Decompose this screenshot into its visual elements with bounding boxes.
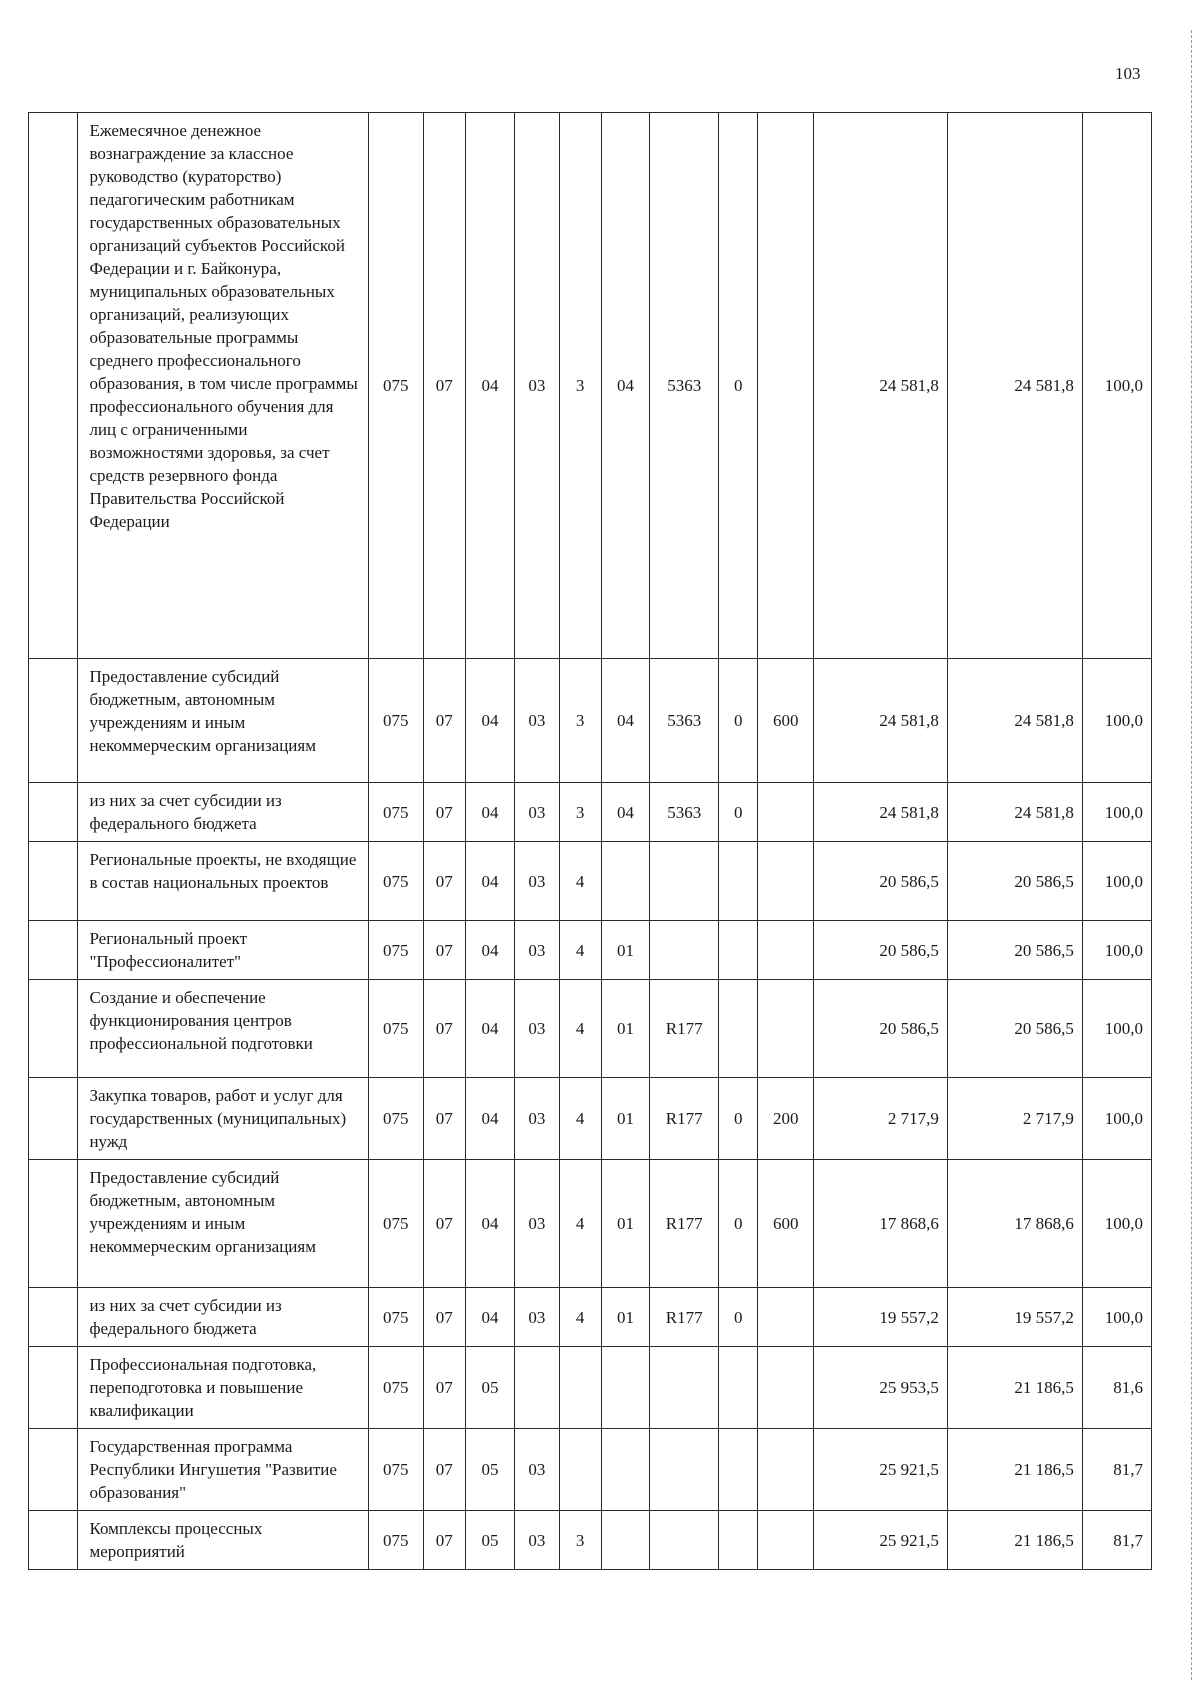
amount-executed: 24 581,8 [947, 113, 1082, 659]
code-expense-type [758, 1288, 814, 1347]
code-program: 03 [515, 842, 559, 921]
table-row [29, 113, 1152, 659]
code-program: 03 [515, 1288, 559, 1347]
row-name: из них за счет субсидии из федерального бюджета [78, 1288, 369, 1347]
code-subprogram: 01 [601, 1160, 649, 1288]
code-type: 4 [559, 1288, 601, 1347]
amount-planned: 24 581,8 [814, 783, 948, 842]
execution-percent: 100,0 [1082, 783, 1151, 842]
row-index-cell [29, 1511, 78, 1570]
row-name: Предоставление субсидий бюджетным, автономным учреждениям и иным некоммерческим организациям [78, 1160, 369, 1288]
row-name: Региональные проекты, не входящие в состав национальных проектов [78, 842, 369, 921]
code-type: 3 [559, 1511, 601, 1570]
code-subprogram: 04 [601, 659, 649, 783]
table-row [29, 842, 1152, 921]
code-expense-type [758, 980, 814, 1078]
code-program: 03 [515, 659, 559, 783]
code-admin: 075 [368, 1429, 423, 1511]
code-expense-type [758, 921, 814, 980]
code-type [559, 1429, 601, 1511]
code-admin: 075 [368, 921, 423, 980]
code-section: 07 [423, 842, 465, 921]
amount-planned: 20 586,5 [814, 921, 948, 980]
amount-planned: 25 953,5 [814, 1347, 948, 1429]
code-section: 07 [423, 113, 465, 659]
table-body [29, 113, 1152, 1570]
amount-executed: 20 586,5 [947, 921, 1082, 980]
row-name: Закупка товаров, работ и услуг для государственных (муниципальных) нужд [78, 1078, 369, 1160]
code-section: 07 [423, 1429, 465, 1511]
code-expense-type [758, 113, 814, 659]
table-row [29, 1429, 1152, 1511]
code-admin: 075 [368, 1347, 423, 1429]
amount-executed: 2 717,9 [947, 1078, 1082, 1160]
table-row [29, 921, 1152, 980]
execution-percent: 100,0 [1082, 113, 1151, 659]
code-expense-type [758, 1347, 814, 1429]
code-subprogram [601, 1511, 649, 1570]
row-index-cell [29, 659, 78, 783]
code-admin: 075 [368, 842, 423, 921]
amount-executed: 19 557,2 [947, 1288, 1082, 1347]
code-direction: 5363 [650, 783, 719, 842]
code-section: 07 [423, 980, 465, 1078]
row-index-cell [29, 783, 78, 842]
amount-executed: 17 868,6 [947, 1160, 1082, 1288]
execution-percent: 100,0 [1082, 659, 1151, 783]
code-admin: 075 [368, 783, 423, 842]
code-program: 03 [515, 980, 559, 1078]
code-residual: 0 [719, 1078, 758, 1160]
code-admin: 075 [368, 1078, 423, 1160]
code-type: 3 [559, 783, 601, 842]
code-subsection: 04 [465, 980, 514, 1078]
code-subsection: 05 [465, 1511, 514, 1570]
row-name: Создание и обеспечение функционирования центров профессиональной подготовки [78, 980, 369, 1078]
code-subprogram: 01 [601, 921, 649, 980]
code-expense-type [758, 842, 814, 921]
code-direction: R177 [650, 1160, 719, 1288]
code-type: 4 [559, 842, 601, 921]
amount-planned: 19 557,2 [814, 1288, 948, 1347]
code-subprogram [601, 1347, 649, 1429]
execution-percent: 81,7 [1082, 1429, 1151, 1511]
code-subprogram: 04 [601, 113, 649, 659]
code-subprogram: 01 [601, 1078, 649, 1160]
code-residual [719, 1347, 758, 1429]
execution-percent: 100,0 [1082, 980, 1151, 1078]
code-subsection: 04 [465, 842, 514, 921]
code-direction: R177 [650, 980, 719, 1078]
amount-executed: 20 586,5 [947, 842, 1082, 921]
page-number: 103 [1115, 64, 1141, 83]
amount-executed: 20 586,5 [947, 980, 1082, 1078]
code-direction [650, 921, 719, 980]
code-program: 03 [515, 1429, 559, 1511]
code-admin: 075 [368, 980, 423, 1078]
row-name: Региональный проект "Профессионалитет" [78, 921, 369, 980]
code-admin: 075 [368, 1160, 423, 1288]
execution-percent: 81,7 [1082, 1511, 1151, 1570]
code-section: 07 [423, 921, 465, 980]
amount-executed: 24 581,8 [947, 659, 1082, 783]
code-residual [719, 1429, 758, 1511]
code-subsection: 04 [465, 1160, 514, 1288]
row-index-cell [29, 113, 78, 659]
amount-planned: 20 586,5 [814, 980, 948, 1078]
execution-percent: 81,6 [1082, 1347, 1151, 1429]
code-type: 4 [559, 921, 601, 980]
amount-planned: 2 717,9 [814, 1078, 948, 1160]
code-type: 3 [559, 659, 601, 783]
row-index-cell [29, 980, 78, 1078]
code-program: 03 [515, 783, 559, 842]
row-name: Профессиональная подготовка, переподготовка и повышение квалификации [78, 1347, 369, 1429]
code-expense-type: 600 [758, 1160, 814, 1288]
code-program: 03 [515, 113, 559, 659]
code-section: 07 [423, 1160, 465, 1288]
code-residual: 0 [719, 659, 758, 783]
code-section: 07 [423, 1078, 465, 1160]
code-expense-type: 200 [758, 1078, 814, 1160]
table-row [29, 1347, 1152, 1429]
code-admin: 075 [368, 659, 423, 783]
code-residual: 0 [719, 1288, 758, 1347]
code-section: 07 [423, 1347, 465, 1429]
code-subsection: 04 [465, 921, 514, 980]
budget-table [28, 112, 1152, 1570]
code-subsection: 04 [465, 783, 514, 842]
row-index-cell [29, 1288, 78, 1347]
code-subsection: 04 [465, 113, 514, 659]
code-type: 3 [559, 113, 601, 659]
execution-percent: 100,0 [1082, 921, 1151, 980]
code-admin: 075 [368, 1288, 423, 1347]
row-name: Комплексы процессных мероприятий [78, 1511, 369, 1570]
code-program: 03 [515, 921, 559, 980]
scan-edge-line [1191, 30, 1192, 1680]
code-program: 03 [515, 1160, 559, 1288]
code-subprogram: 01 [601, 1288, 649, 1347]
code-subprogram [601, 1429, 649, 1511]
code-expense-type [758, 1429, 814, 1511]
code-residual [719, 842, 758, 921]
table-row [29, 659, 1152, 783]
code-program: 03 [515, 1511, 559, 1570]
code-residual [719, 1511, 758, 1570]
code-subsection: 04 [465, 1288, 514, 1347]
code-program [515, 1347, 559, 1429]
amount-planned: 17 868,6 [814, 1160, 948, 1288]
amount-planned: 25 921,5 [814, 1429, 948, 1511]
code-expense-type [758, 1511, 814, 1570]
code-program: 03 [515, 1078, 559, 1160]
row-name: Ежемесячное денежное вознаграждение за классное руководство (кураторство) педагогическим работникам государственных образовательных организаций субъектов Российской Федерации и г. Байконура, муниципальных образовательных организаций, реализующих образовательные программы среднего профессионального образования, в том числе программы профессионального обучения для лиц с ограниченными возможностями здоровья, за счет средств резервного фонда Правительства Российской Федерации [78, 113, 369, 659]
code-subprogram [601, 842, 649, 921]
execution-percent: 100,0 [1082, 1078, 1151, 1160]
table-row [29, 1288, 1152, 1347]
code-residual: 0 [719, 1160, 758, 1288]
row-index-cell [29, 1078, 78, 1160]
code-direction [650, 842, 719, 921]
code-expense-type: 600 [758, 659, 814, 783]
amount-planned: 24 581,8 [814, 659, 948, 783]
amount-executed: 24 581,8 [947, 783, 1082, 842]
row-name: Предоставление субсидий бюджетным, автономным учреждениям и иным некоммерческим организациям [78, 659, 369, 783]
table-row [29, 1160, 1152, 1288]
code-admin: 075 [368, 113, 423, 659]
amount-planned: 24 581,8 [814, 113, 948, 659]
code-residual: 0 [719, 783, 758, 842]
code-residual: 0 [719, 113, 758, 659]
amount-executed: 21 186,5 [947, 1511, 1082, 1570]
row-name: Государственная программа Республики Ингушетия "Развитие образования" [78, 1429, 369, 1511]
amount-planned: 20 586,5 [814, 842, 948, 921]
execution-percent: 100,0 [1082, 842, 1151, 921]
code-section: 07 [423, 1288, 465, 1347]
table-row [29, 1511, 1152, 1570]
code-type [559, 1347, 601, 1429]
code-section: 07 [423, 783, 465, 842]
row-index-cell [29, 1429, 78, 1511]
code-direction [650, 1347, 719, 1429]
code-direction: R177 [650, 1288, 719, 1347]
code-residual [719, 980, 758, 1078]
row-name: из них за счет субсидии из федерального бюджета [78, 783, 369, 842]
code-subprogram: 01 [601, 980, 649, 1078]
code-direction [650, 1429, 719, 1511]
table-row [29, 980, 1152, 1078]
execution-percent: 100,0 [1082, 1160, 1151, 1288]
code-type: 4 [559, 1078, 601, 1160]
code-subsection: 05 [465, 1347, 514, 1429]
row-index-cell [29, 1347, 78, 1429]
table-row [29, 1078, 1152, 1160]
code-section: 07 [423, 659, 465, 783]
amount-executed: 21 186,5 [947, 1347, 1082, 1429]
code-subsection: 04 [465, 1078, 514, 1160]
row-index-cell [29, 842, 78, 921]
code-direction [650, 1511, 719, 1570]
row-index-cell [29, 1160, 78, 1288]
code-subprogram: 04 [601, 783, 649, 842]
table-row [29, 783, 1152, 842]
code-type: 4 [559, 980, 601, 1078]
code-admin: 075 [368, 1511, 423, 1570]
amount-planned: 25 921,5 [814, 1511, 948, 1570]
code-direction: 5363 [650, 113, 719, 659]
code-subsection: 04 [465, 659, 514, 783]
code-residual [719, 921, 758, 980]
code-expense-type [758, 783, 814, 842]
code-subsection: 05 [465, 1429, 514, 1511]
code-type: 4 [559, 1160, 601, 1288]
code-direction: R177 [650, 1078, 719, 1160]
code-direction: 5363 [650, 659, 719, 783]
amount-executed: 21 186,5 [947, 1429, 1082, 1511]
execution-percent: 100,0 [1082, 1288, 1151, 1347]
row-index-cell [29, 921, 78, 980]
code-section: 07 [423, 1511, 465, 1570]
